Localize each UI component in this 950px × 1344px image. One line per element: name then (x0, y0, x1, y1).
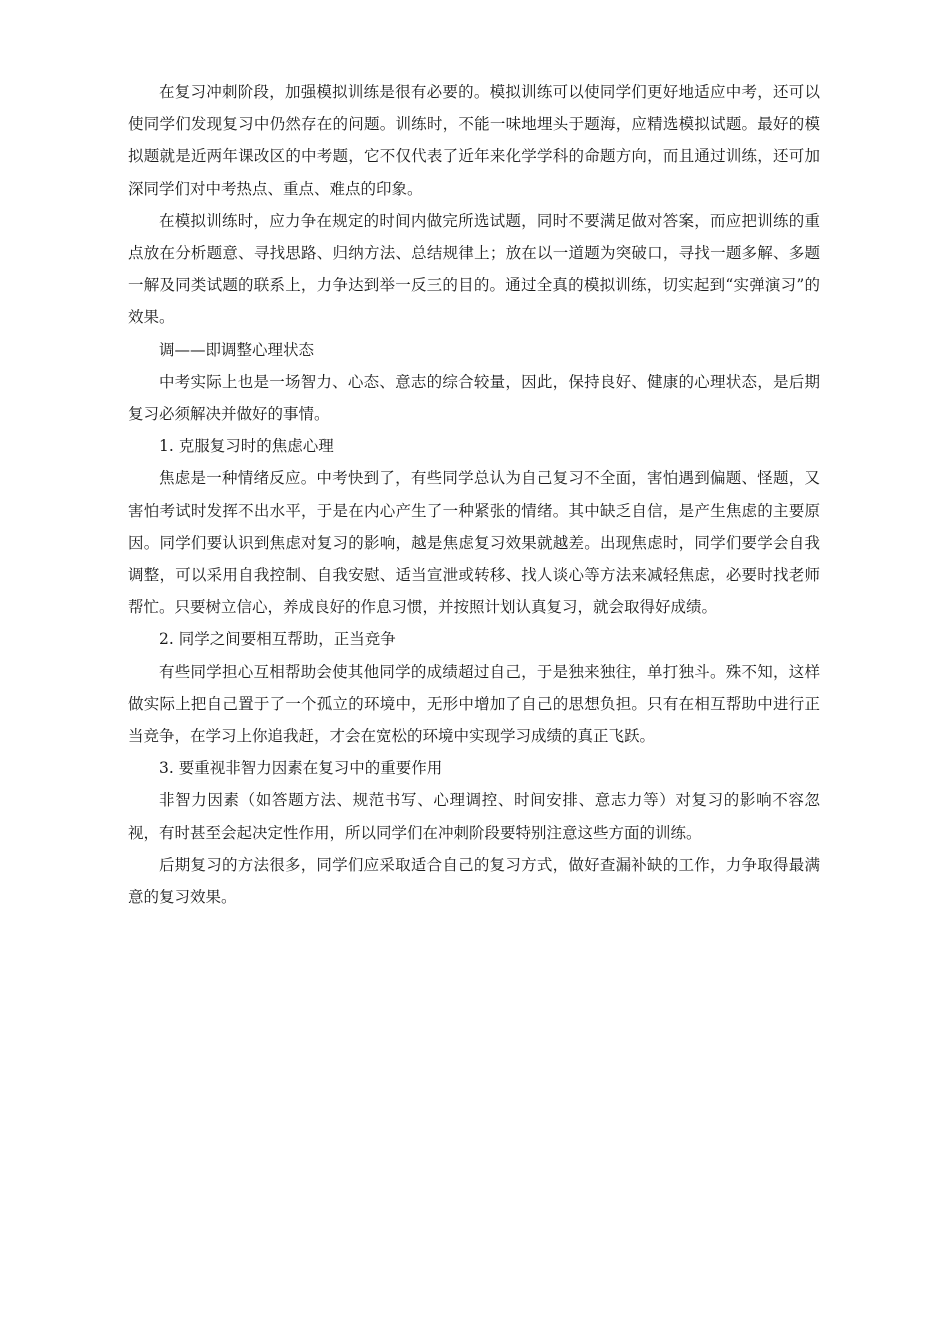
subheading-mutual-help: 2. 同学之间要相互帮助，正当竞争 (159, 630, 396, 649)
paragraph-conclusion: 后期复习的方法很多，同学们应采取适合自己的复习方式，做好查漏补缺的工作，力争取得最满意的复习效果。 (128, 855, 820, 907)
paragraph-mental-state: 中考实际上也是一场智力、心态、意志的综合较量，因此，保持良好、健康的心理状态，是后期复习必须解决并做好的事情。 (128, 372, 820, 424)
paragraph-non-intelligence-factors: 非智力因素（如答题方法、规范书写、心理调控、时间安排、意志力等）对复习的影响不容忽视，有时甚至会起决定性作用，所以同学们在冲刺阶段要特别注意这些方面的训练。 (128, 791, 820, 842)
subheading-non-intelligence-factors: 3. 要重视非智力因素在复习中的重要作用 (159, 759, 443, 778)
paragraph-mutual-help: 有些同学担心互相帮助会使其他同学的成绩超过自己，于是独来独往，单打独斗。殊不知，这样做实际上把自己置于了一个孤立的环境中，无形中增加了自己的思想负担。只有在相互帮助中进行正当竞争，在学习上你追我赶，才会在宽松的环境中实现学习成绩的真正飞跃。 (128, 662, 820, 746)
document-page (128, 76, 820, 913)
subheading-overcome-anxiety: 1. 克服复习时的焦虑心理 (159, 437, 334, 456)
paragraph-simulation-training: 在复习冲刺阶段，加强模拟训练是很有必要的。模拟训练可以使同学们更好地适应中考，还可以使同学们发现复习中仍然存在的问题。训练时，不能一味地埋头于题海，应精选模拟试题。最好的模拟题就是近两年课改区的中考题，它不仅代表了近年来化学学科的命题方向，而且通过训练，还可加深同学们对中考热点、重点、难点的印象。 (128, 83, 820, 198)
paragraph-anxiety: 焦虑是一种情绪反应。中考快到了，有些同学总认为自己复习不全面，害怕遇到偏题、怪题，又害怕考试时发挥不出水平，于是在内心产生了一种紧张的情绪。其中缺乏自信，是产生焦虑的主要原因。同学们要认识到焦虑对复习的影响，越是焦虑复习效果就越差。出现焦虑时，同学们要学会自我调整，可以采用自我控制、自我安慰、适当宣泄或转移、找人谈心等方法来减轻焦虑，必要时找老师帮忙。只要树立信心，养成良好的作息习惯，并按照计划认真复习，就会取得好成绩。 (128, 469, 820, 617)
section-heading-adjust-mentality: 调——即调整心理状态 (159, 340, 315, 359)
paragraph-training-method: 在模拟训练时，应力争在规定的时间内做完所选试题，同时不要满足做对答案，而应把训练的重点放在分析题意、寻找思路、归纳方法、总结规律上；放在以一道题为突破口，寻找一题多解、多题一解及同类试题的联系上，力争达到举一反三的目的。通过全真的模拟训练，切实起到“实弹演习”的效果。 (128, 211, 820, 327)
